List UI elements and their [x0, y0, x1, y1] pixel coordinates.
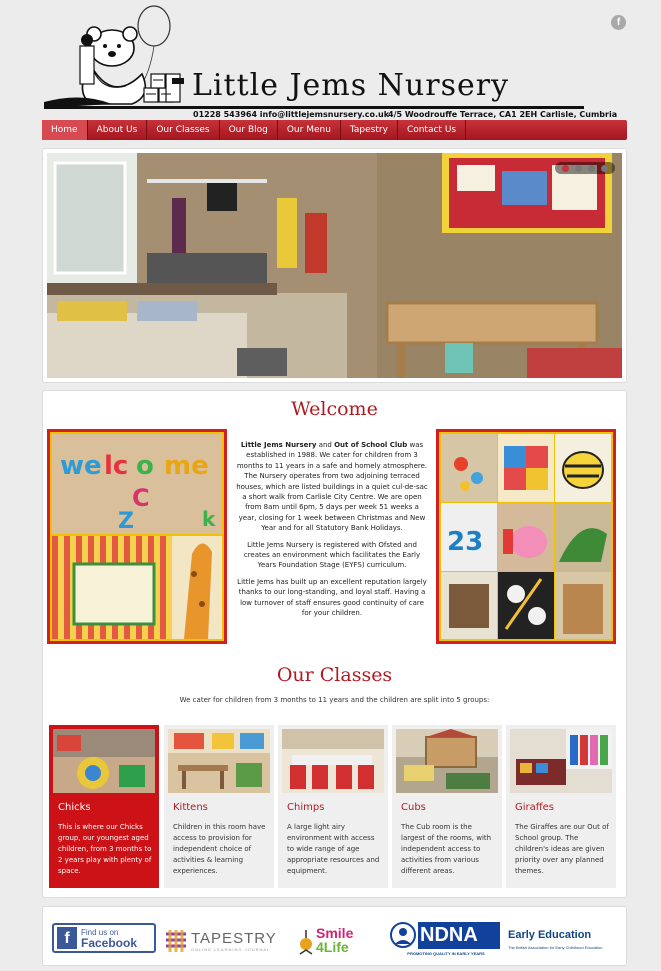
- teddy-bear-logo[interactable]: [42, 4, 192, 114]
- svg-text:23: 23: [447, 527, 484, 557]
- smile-line-2: 4Life: [316, 939, 349, 955]
- svg-text:o: o: [136, 451, 154, 481]
- class-name[interactable]: Chimps: [287, 802, 325, 813]
- intro-paragraph-2: Little Jems Nursery is registered with Ofsted and creates an environment which facilitates the Early Years Foundation Stage (EYFS) curriculum.: [243, 540, 421, 570]
- cubs-room-image: [396, 729, 498, 793]
- giraffes-room-image: [510, 729, 612, 793]
- facebook-logo[interactable]: [52, 923, 156, 953]
- class-name[interactable]: Kittens: [173, 802, 208, 813]
- svg-text:lc: lc: [104, 451, 129, 481]
- nursery-name: Little Jems Nursery: [240, 441, 317, 449]
- svg-text:Z: Z: [118, 509, 134, 534]
- classes-heading: Our Classes: [276, 664, 393, 686]
- smile-line-1: Smile: [316, 925, 354, 941]
- site-title[interactable]: Little Jems Nursery: [192, 68, 510, 103]
- class-name[interactable]: Giraffes: [515, 802, 555, 813]
- slider-dot[interactable]: [575, 165, 582, 172]
- early-education-subtitle: The British Association for Early Childhood Education: [508, 945, 603, 950]
- ndna-text: NDNA: [420, 924, 478, 946]
- welcome-photo-left: [47, 429, 227, 644]
- class-card-kittens[interactable]: [164, 725, 274, 888]
- class-card-chimps[interactable]: [278, 725, 388, 888]
- class-card-chicks[interactable]: [49, 725, 159, 888]
- tapestry-text: TAPESTRY: [191, 930, 277, 947]
- class-description: This is where our Chicks group, our youngest aged children, from 3 months to 2 years play with plenty of space.: [58, 823, 152, 875]
- title-underline: [44, 106, 584, 109]
- slider-pagination: [555, 162, 615, 174]
- facebook-text: [81, 928, 137, 949]
- facebook-line-2: Facebook: [81, 935, 138, 950]
- svg-text:me: me: [164, 451, 209, 481]
- welcome-collage-image: [52, 434, 222, 639]
- svg-text:C: C: [132, 484, 150, 512]
- class-description: The Cub room is the largest of the rooms, with independent access to activities from various different areas.: [401, 823, 492, 875]
- chimps-room-image: [282, 729, 384, 793]
- classroom-slide-image[interactable]: [47, 153, 622, 378]
- nav-our-classes[interactable]: Our Classes: [147, 120, 219, 140]
- nav-tapestry[interactable]: Tapestry: [341, 120, 398, 140]
- slider-dot[interactable]: [562, 165, 569, 172]
- class-name[interactable]: Cubs: [401, 802, 426, 813]
- main-nav: [42, 120, 627, 140]
- ndna-subtitle: PROMOTING QUALITY IN EARLY YEARS: [407, 951, 485, 956]
- welcome-text: [236, 440, 428, 625]
- class-name[interactable]: Chicks: [58, 802, 91, 813]
- phone-email[interactable]: 01228 543964 info@littlejemsnursery.co.uk: [193, 110, 390, 119]
- chicks-room-image: [53, 729, 155, 793]
- welcome-photo-right: [436, 429, 616, 644]
- tapestry-subtitle: ONLINE LEARNING JOURNAL: [191, 947, 271, 952]
- facebook-f-icon: f: [57, 927, 77, 949]
- activities-collage-image: [441, 434, 611, 639]
- slider-dot[interactable]: [588, 165, 595, 172]
- class-description: Children in this room have access to provision for independent choice of activities & learning experiences.: [173, 823, 266, 875]
- early-education-logo[interactable]: Early Education: [508, 929, 592, 941]
- nav-contact-us[interactable]: Contact Us: [398, 120, 466, 140]
- slider-dot[interactable]: [601, 165, 608, 172]
- svg-text:k: k: [202, 507, 216, 531]
- class-card-giraffes[interactable]: [506, 725, 616, 888]
- class-description: The Giraffes are our Out of School group. The children's ideas are given priority over any planned themes.: [515, 823, 609, 875]
- nav-about-us[interactable]: About Us: [88, 120, 148, 140]
- smile4life-text: [316, 926, 353, 954]
- nav-home[interactable]: Home: [42, 120, 88, 140]
- address: 4/5 Woodrouffe Terrace, CA1 2EH Carlisle, Cumbria: [388, 110, 618, 119]
- facebook-line-1: Find us on: [81, 927, 119, 937]
- intro-paragraph-3: Little Jems has built up an excellent reputation largely thanks to our long-standing, and loyal staff. Having a low turnover of staff ensures good continuity of care for your children.: [237, 577, 427, 618]
- intro-and: and: [318, 441, 332, 449]
- svg-text:we: we: [60, 451, 102, 481]
- nav-our-blog[interactable]: Our Blog: [220, 120, 278, 140]
- facebook-icon[interactable]: f: [611, 15, 626, 30]
- nav-our-menu[interactable]: Our Menu: [278, 120, 341, 140]
- kittens-room-image: [168, 729, 270, 793]
- class-card-cubs[interactable]: [392, 725, 502, 888]
- intro-paragraph-1: was established in 1988. We cater for children from 3 months to 11 years in a safe and homely atmosphere. The Nursery operates from two adjoining terraced houses, which are listed buildings in a quiet cul-de-sac a short walk from Carlisle City Centre. We are open from 8am until 6pm, 5 days per week 51 weeks a year, closing for 1 week between Christmas and New Year and for all Statutory Bank Holidays.: [236, 441, 428, 533]
- class-description: A large light airy environment with access to wide range of age appropriate resources and equipment.: [287, 823, 380, 875]
- club-name: Out of School Club: [334, 441, 408, 449]
- welcome-heading: Welcome: [291, 398, 378, 420]
- classes-intro: We cater for children from 3 months to 11 years and the children are split into 5 groups:: [179, 696, 490, 704]
